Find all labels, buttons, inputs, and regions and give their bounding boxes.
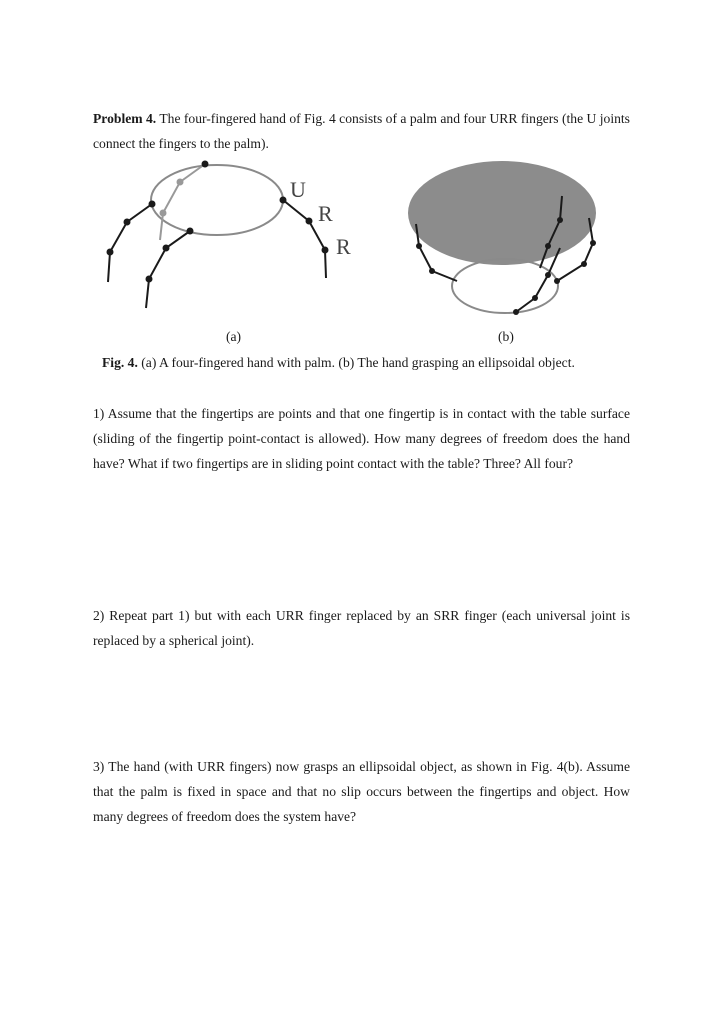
label-r-joint-2: R [336, 234, 351, 259]
joint-r1 [306, 218, 313, 225]
figure-4b-grasp [408, 161, 596, 315]
joint-u [280, 197, 287, 204]
joint [160, 210, 167, 217]
question-1-text: 1) Assume that the fingertips are points and that one fingertip is in contact with the table surface (sliding of the fingertip point-contact is allowed). How many degrees of freedom does the hand have? What if two fingertips are in sliding point contact with the table? Three? All four? [93, 406, 630, 471]
finger-left [107, 201, 156, 283]
joint [187, 228, 194, 235]
joint [554, 278, 560, 284]
joint [557, 217, 563, 223]
question-3-text: 3) The hand (with URR fingers) now grasps an ellipsoidal object, as shown in Fig. 4(b). Assume that the palm is fixed in space and that no slip occurs between the fingertips and object. How many degrees of freedom does the system have? [93, 759, 630, 824]
joint [545, 272, 551, 278]
joint [202, 161, 209, 168]
joint [532, 295, 538, 301]
label-u-joint: U [290, 177, 306, 202]
joint [581, 261, 587, 267]
joint [590, 240, 596, 246]
figure-4a-open-hand [107, 161, 352, 309]
subfigure-label-b: (b) [498, 329, 514, 344]
joint [146, 276, 153, 283]
joint [429, 268, 435, 274]
finger-front [146, 228, 194, 309]
joint [149, 201, 156, 208]
joint [513, 309, 519, 315]
joint-r2 [322, 247, 329, 254]
finger-back [160, 161, 209, 241]
problem-heading: Problem 4. [93, 111, 157, 126]
joint [545, 243, 551, 249]
figure-caption [102, 352, 575, 374]
joint [124, 219, 131, 226]
problem-intro: The four-fingered hand of Fig. 4 consists of a palm and four URR fingers (the U joints connect the fingers to the palm). [93, 111, 630, 151]
figure-caption-text: (a) A four-fingered hand with palm. (b) The hand grasping an ellipsoidal object. [137, 355, 575, 370]
question-1 [93, 401, 630, 476]
joint [107, 249, 114, 256]
question-2-text: 2) Repeat part 1) but with each URR finger replaced by an SRR finger (each universal joint is replaced by a spherical joint). [93, 608, 630, 648]
problem-statement [93, 106, 630, 156]
joint [416, 243, 422, 249]
question-3 [93, 754, 630, 829]
figure-4 [90, 155, 620, 325]
joint [177, 179, 184, 186]
palm-filled [408, 161, 596, 265]
label-r-joint-1: R [318, 201, 333, 226]
figure-caption-label: Fig. 4. [102, 355, 138, 370]
question-2 [93, 603, 630, 653]
joint [163, 245, 170, 252]
subfigure-label-a: (a) [226, 329, 242, 344]
